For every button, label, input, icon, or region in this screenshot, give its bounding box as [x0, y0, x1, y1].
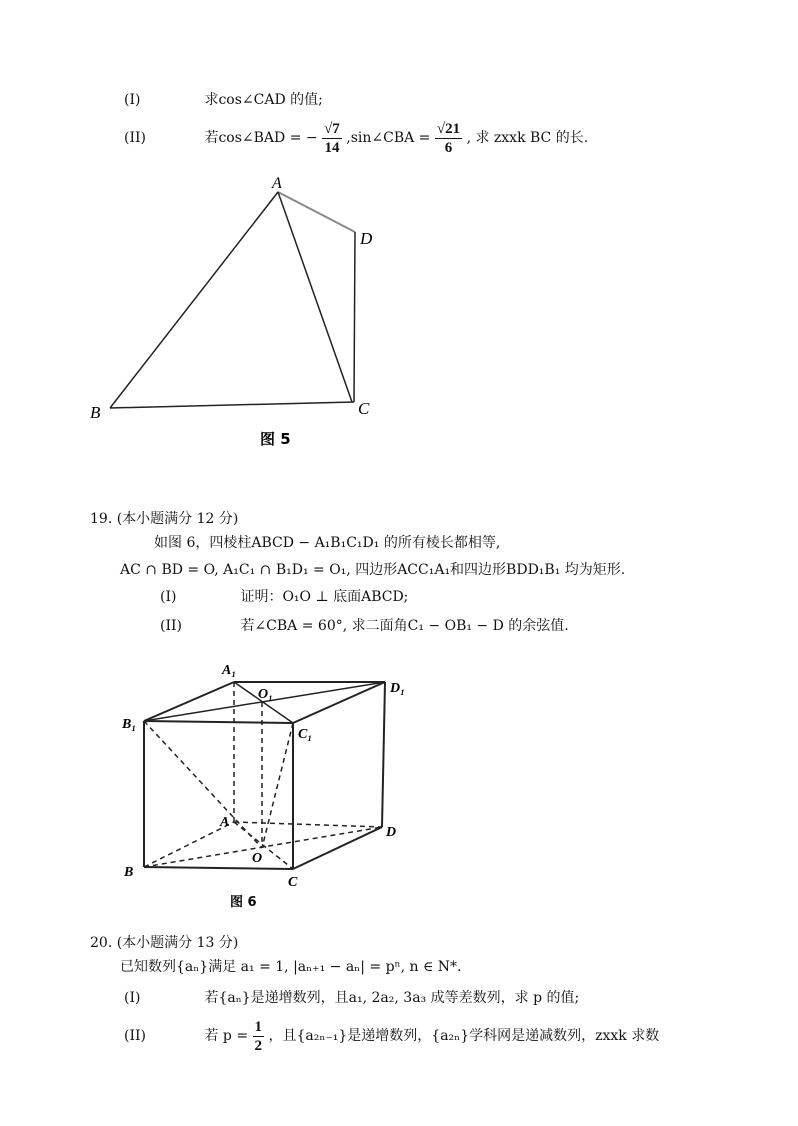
fig6-edge-dd1 [382, 682, 385, 827]
q19-part1-label: (I) [160, 589, 177, 605]
fig6-edge-b1c1 [144, 721, 293, 723]
fig6-edge-ac [234, 822, 293, 869]
q18-part2-mid: ,sin∠CBA = [346, 130, 431, 146]
fig6-label-b: B [124, 865, 134, 880]
q19-line2: AC ∩ BD = O, A₁C₁ ∩ B₁D₁ = O₁, 四边形ACC₁A₁和四边形BDD₁B₁ 均为矩形. [120, 562, 626, 578]
figure-6 [110, 652, 430, 910]
q18-frac-cos-num: √7 [324, 120, 340, 137]
q20-frac-p-num: 1 [254, 1018, 262, 1035]
q19-line1: 如图 6，四棱柱ABCD − A₁B₁C₁D₁ 的所有棱长都相等, [154, 535, 501, 551]
fig6-label-d1: D₁ [390, 681, 405, 696]
q18-frac-cos [322, 120, 342, 157]
fig5-caption: 图 5 [260, 430, 291, 448]
q20-part2 [124, 1014, 659, 1058]
fig6-edge-ad [234, 822, 382, 827]
q18-part2-pre: 若cos∠BAD = − [204, 130, 318, 146]
q18-frac-sin [435, 120, 462, 157]
fig5-edge-ac [278, 192, 352, 402]
fig5-label-b: B [90, 403, 101, 422]
figure-5 [80, 170, 400, 460]
q19-part1-text: 证明：O₁O ⊥ 底面ABCD; [240, 589, 409, 605]
q20-part2-post: ，且{a₂ₙ₋₁}是递增数列，{a₂ₙ}学科网是递减数列，zxxk 求数 [268, 1028, 660, 1044]
fig5-edge-ab [110, 192, 278, 408]
fig6-edge-b1a1 [144, 682, 234, 721]
q18-frac-sin-den: 6 [444, 139, 453, 156]
q18-frac-sin-num: √21 [436, 120, 461, 137]
fig6-label-a1: A₁ [222, 663, 237, 678]
q18-part2 [124, 116, 588, 160]
q20-part1 [124, 988, 579, 1008]
fig6-label-b1: B₁ [122, 717, 137, 732]
fig5-edge-bc [110, 402, 354, 408]
q20-part2-label: (II) [124, 1028, 146, 1044]
q19-heading: 19. (本小题满分 12 分) [90, 511, 239, 527]
q20-part2-pre: 若 p = [204, 1028, 249, 1044]
q18-part2-post: , 求 zxxk BC 的长. [466, 130, 589, 146]
fig6-label-o1: O₁ [258, 687, 273, 702]
q18-part1-text: 求cos∠CAD 的值; [204, 92, 323, 108]
q18-frac-cos-den: 14 [324, 139, 340, 156]
fig5-label-c: C [358, 399, 370, 418]
fig6-edge-b1o [144, 721, 262, 848]
fig6-label-c: C [288, 875, 298, 890]
fig6-label-d: D [386, 825, 397, 840]
fig6-edge-bc [144, 867, 293, 869]
q19-part2 [160, 616, 569, 636]
q20-frac-p [253, 1018, 265, 1055]
fig6-edge-c1o [262, 723, 293, 848]
q19-part1 [160, 587, 408, 607]
q20-part1-label: (I) [124, 990, 141, 1006]
fig6-caption: 图 6 [230, 895, 257, 910]
fig5-label-a: A [272, 175, 282, 192]
fig6-label-a: A [220, 815, 230, 830]
fig5-label-d: D [360, 229, 373, 248]
q18-part2-label: (II) [124, 130, 146, 146]
q18-part1 [124, 90, 323, 110]
fig6-edge-c1d1 [293, 682, 385, 723]
q20-line1: 已知数列{aₙ}满足 a₁ = 1, |aₙ₊₁ − aₙ| = pⁿ, n ∈ N*. [120, 959, 462, 975]
q19-part2-text: 若∠CBA = 60°, 求二面角C₁ − OB₁ − D 的余弦值. [240, 618, 569, 634]
fig6-edge-cd [293, 827, 382, 869]
q19-part2-label: (II) [160, 618, 182, 634]
fig6-label-c1: C₁ [298, 727, 313, 742]
q18-part1-label: (I) [124, 92, 141, 108]
q20-frac-p-den: 2 [254, 1037, 262, 1054]
fig6-label-o: O [252, 851, 263, 866]
fig5-edge-dc [354, 232, 355, 402]
q20-part1-text: 若{aₙ}是递增数列，且a₁, 2a₂, 3a₃ 成等差数列，求 p 的值; [204, 990, 580, 1006]
q20-heading: 20. (本小题满分 13 分) [90, 935, 239, 951]
